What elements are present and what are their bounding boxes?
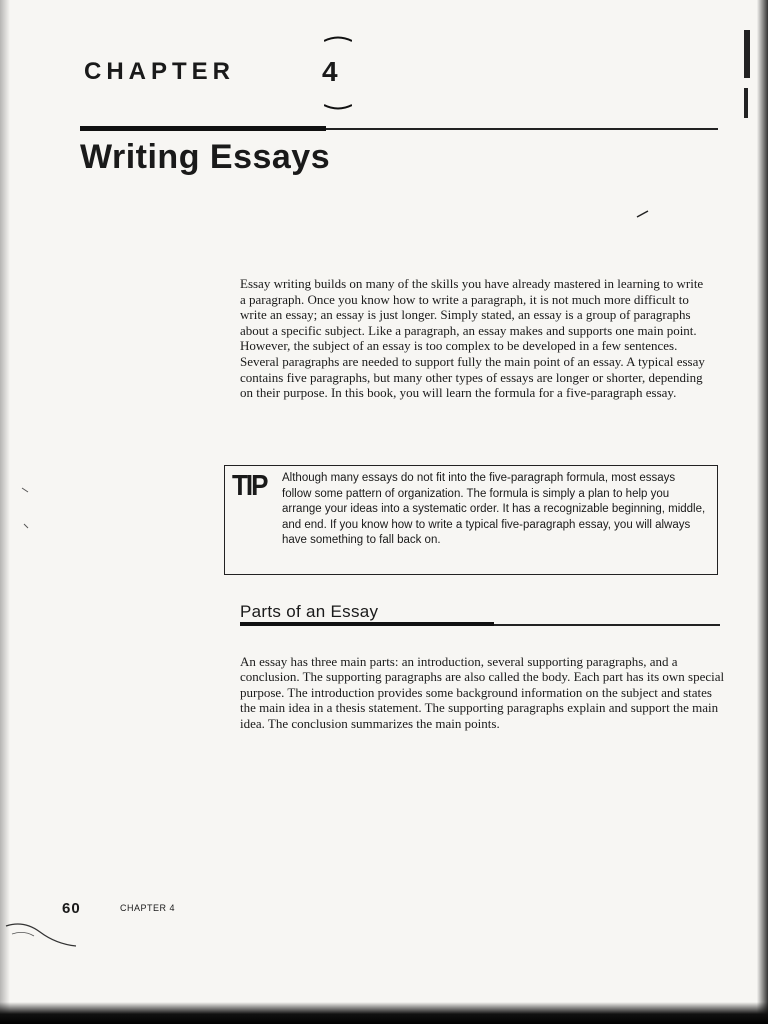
section-text: An essay has three main parts: an introduction, several supporting paragraphs, and a conclusion. The supporting paragraphs are also called the body. Each part has its own special purpose. The introduction provides some background information on the subject and states the main idea in a thesis statement. The supporting paragraphs explain and support the main idea. The conclusion summarizes the main points. bbox=[240, 654, 725, 731]
chapter-label: CHAPTER bbox=[84, 58, 236, 85]
intro-paragraph bbox=[240, 276, 710, 401]
tip-text: Although many essays do not fit into the five-paragraph formula, most essays follow some pattern of organization. The formula is simply a plan to help you arrange your ideas into a systematic order. It has a recognizable beginning, middle, and end. If you know how to write a typical five-paragraph essay, you will always have something to fall back on. bbox=[282, 472, 706, 547]
running-head: CHAPTER 4 bbox=[120, 903, 176, 913]
scan-mark-left bbox=[16, 480, 36, 540]
scan-mark-bottom-left bbox=[4, 910, 84, 950]
section-rule-accent bbox=[240, 622, 494, 626]
tip-label: TIP bbox=[232, 468, 267, 502]
ornament-bottom bbox=[324, 104, 352, 110]
section-paragraph bbox=[240, 654, 726, 731]
header-rule-accent bbox=[80, 126, 326, 131]
intro-text: Essay writing builds on many of the skills you have already mastered in learning to write a paragraph. Once you know how to write a paragraph, it is not much more difficult to write an essay; an essay is just longer. Simply stated, an essay is a group of paragraphs about a specific subject. Like a paragraph, an essay makes and supports one main point. However, the subject of an essay is too complex to be developed in a few sentences. Several paragraphs are needed to support fully the main point of an essay. A typical essay contains five paragraphs, but many other types of essays are longer or shorter, depending on their purpose. In this book, you will learn the formula for a five-paragraph essay. bbox=[240, 276, 705, 401]
scan-mark-right bbox=[636, 210, 650, 218]
scan-shadow-left bbox=[0, 0, 10, 1024]
ornament-top bbox=[324, 36, 352, 42]
page-number: 60 bbox=[62, 900, 81, 917]
page-title: Writing Essays bbox=[80, 138, 331, 176]
section-heading: Parts of an Essay bbox=[240, 602, 379, 621]
scan-shadow-bottom bbox=[0, 1002, 768, 1024]
scan-shadow-right bbox=[740, 0, 768, 1024]
chapter-number: 4 bbox=[322, 56, 338, 87]
